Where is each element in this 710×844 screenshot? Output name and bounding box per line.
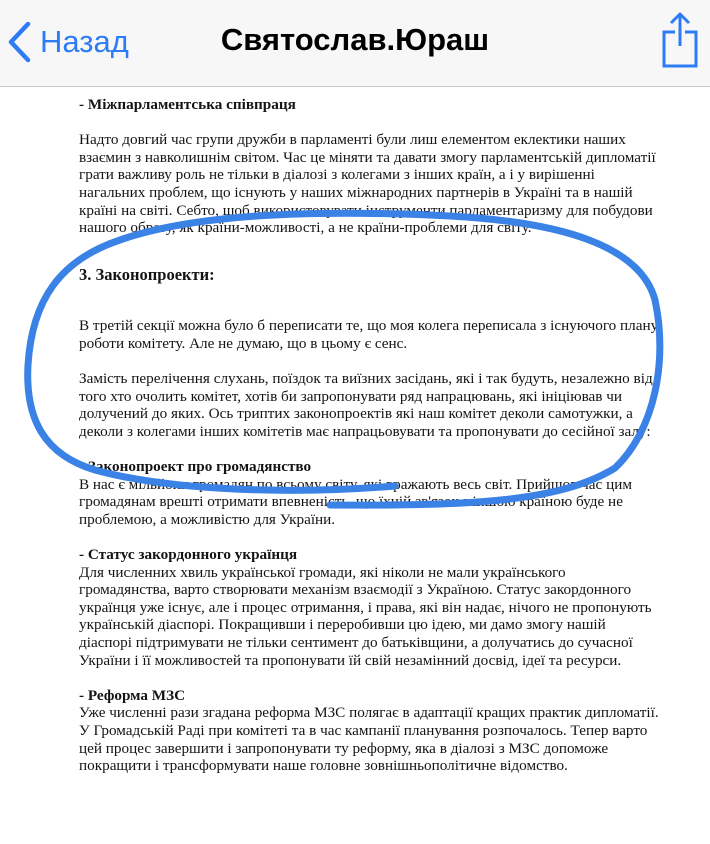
paragraph: Уже численні рази згадана реформа МЗС полягає в адаптації кращих практик дипломатії. У Громадській Раді при комітеті та в час кампанії планування розпочалось. Тепер варто цей процес завершити і запропонувати ту реформу, яка в діалозі з МЗС допоможе покращити і трансформувати наше головне зовнішньополітичне відомство.	[79, 704, 659, 775]
navigation-bar	[0, 0, 710, 87]
conversation-title: Святослав.Юраш	[220, 22, 490, 57]
section-heading: - Міжпарламентська співпраця	[79, 96, 296, 113]
paragraph: Надто довгий час групи дружби в парламенті були лиш елементом еклектики наших взаємин з навколишнім світом. Час це міняти та давати змогу парламентській дипломатії грати важливу роль не тільки в діалозі з колегами з інших країн, а і у вирішенні нагальних проблем, що існують у наших міжнародних партнерів в Україні та в нашій країні на світі. Себто, щоб використовувати інструменти парламентаризму для побудови нашого образу, як країни-можливості, а не країни-проблеми для світу.	[79, 131, 656, 237]
paragraph: В нас є мільйони громадян по всьому світу, які вражають весь світ. Прийшов час цим громадянам врешті отримати впевненість, що їхній зв'язок з іншою країною буде не проблемою, а можливістю для України.	[79, 475, 632, 528]
section-title: 3. Законопроекти:	[79, 264, 215, 284]
section-heading: - Законопроект про громадянство	[79, 458, 312, 476]
paragraph: Замість перелічення слухань, поїздок та виїзних засідань, які і так будуть, незалежно від того хто очолить комітет, хотів би запропонувати ряд напрацювань, які ініціював чи долучений до яких. Ось триптих законопроектів які наш комітет деколи самотужки, а деколи з колегами інших комітетів має напрацьовувати та пропонувати до сесійної залу:	[79, 370, 653, 440]
document-page	[79, 96, 659, 775]
paragraph: В третій секції можна було б переписати те, що моя колега переписала з існуючого плану роботи комітету. Але не думаю, що в цьому є сенс.	[79, 317, 659, 352]
section-heading: - Реформа МЗС	[79, 686, 186, 704]
share-icon	[660, 10, 700, 70]
back-label: Назад	[40, 24, 129, 59]
paragraph: Для численних хвиль української громади, які ніколи не мали українського громадянства, варто створювати механізм взаємодії з Україною. Статус закордонного українця уже існує, але і процес отримання, і права, які він надає, нічого не пропонують українській діаспорі. Покращивши і переробивши цю ідею, ми дамо змогу нашій діаспорі підтримувати не тільки сентимент до батьківщини, а долучатись до сучасної України і її можливостей та пропонувати їй свій незамінний досвід, ідеї та ресурси.	[79, 563, 652, 669]
section-heading: - Статус закордонного українця	[79, 546, 298, 564]
share-button[interactable]	[660, 10, 700, 70]
